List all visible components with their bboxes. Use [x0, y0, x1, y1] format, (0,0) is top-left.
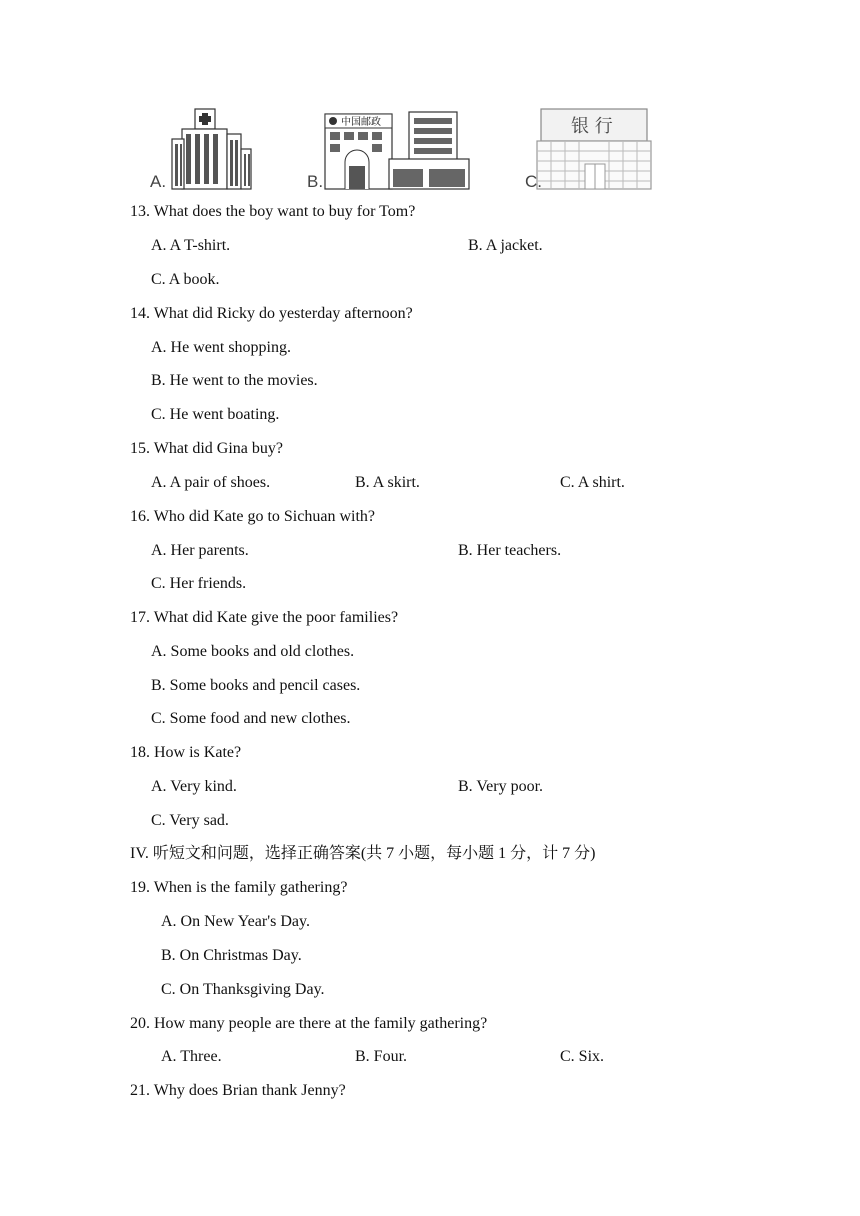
section-4-heading: IV. 听短文和问题，选择正确答案(共 7 小题，每小题 1 分，计 7 分): [130, 845, 596, 862]
question-15: 15. What did Gina buy?: [130, 440, 284, 457]
q16-option-a[interactable]: A. Her parents.: [151, 542, 249, 559]
question-20: 20. How many people are there at the family gathering?: [130, 1015, 488, 1032]
q20-option-c[interactable]: C. Six.: [560, 1048, 605, 1065]
q15-option-a[interactable]: A. A pair of shoes.: [151, 474, 271, 491]
question-13: 13. What does the boy want to buy for Tom?: [130, 203, 416, 220]
question-17: 17. What did Kate give the poor families?: [130, 609, 399, 626]
q13-option-b[interactable]: B. A jacket.: [468, 237, 543, 254]
svg-text:银 行: 银 行: [571, 116, 613, 137]
picture-option-b[interactable]: [297, 104, 477, 194]
q18-option-a[interactable]: A. Very kind.: [151, 778, 237, 795]
q16-option-c[interactable]: C. Her friends.: [151, 575, 247, 592]
q17-option-a[interactable]: A. Some books and old clothes.: [151, 643, 355, 660]
question-14: 14. What did Ricky do yesterday afternoon?: [130, 305, 413, 322]
question-19: 19. When is the family gathering?: [130, 879, 348, 896]
q15-option-b[interactable]: B. A skirt.: [355, 474, 420, 491]
q13-option-c[interactable]: C. A book.: [151, 271, 220, 288]
q19-option-c[interactable]: C. On Thanksgiving Day.: [161, 981, 325, 998]
q20-option-a[interactable]: A. Three.: [161, 1048, 222, 1065]
q14-option-a[interactable]: A. He went shopping.: [151, 339, 291, 356]
question-21: 21. Why does Brian thank Jenny?: [130, 1082, 346, 1099]
picture-option-a[interactable]: [140, 104, 260, 194]
q17-option-b[interactable]: B. Some books and pencil cases.: [151, 677, 361, 694]
q15-option-c[interactable]: C. A shirt.: [560, 474, 625, 491]
picture-letter-b: B.: [307, 172, 324, 191]
q13-option-a[interactable]: A. A T-shirt.: [151, 237, 231, 254]
q14-option-b[interactable]: B. He went to the movies.: [151, 372, 318, 389]
q17-option-c[interactable]: C. Some food and new clothes.: [151, 710, 351, 727]
q14-option-c[interactable]: C. He went boating.: [151, 406, 280, 423]
post-office-building-icon: [297, 104, 477, 194]
q18-option-b[interactable]: B. Very poor.: [458, 778, 544, 795]
q16-option-b[interactable]: B. Her teachers.: [458, 542, 562, 559]
picture-letter-a: A.: [150, 172, 167, 191]
q19-option-b[interactable]: B. On Christmas Day.: [161, 947, 302, 964]
q18-option-c[interactable]: C. Very sad.: [151, 812, 229, 829]
svg-text:中国邮政: 中国邮政: [341, 117, 381, 128]
picture-options: [140, 104, 680, 194]
picture-letter-c: C.: [525, 172, 542, 191]
q19-option-a[interactable]: A. On New Year's Day.: [161, 913, 310, 930]
question-16: 16. Who did Kate go to Sichuan with?: [130, 508, 375, 525]
picture-option-c[interactable]: [515, 104, 655, 194]
q20-option-b[interactable]: B. Four.: [355, 1048, 408, 1065]
question-18: 18. How is Kate?: [130, 744, 242, 761]
